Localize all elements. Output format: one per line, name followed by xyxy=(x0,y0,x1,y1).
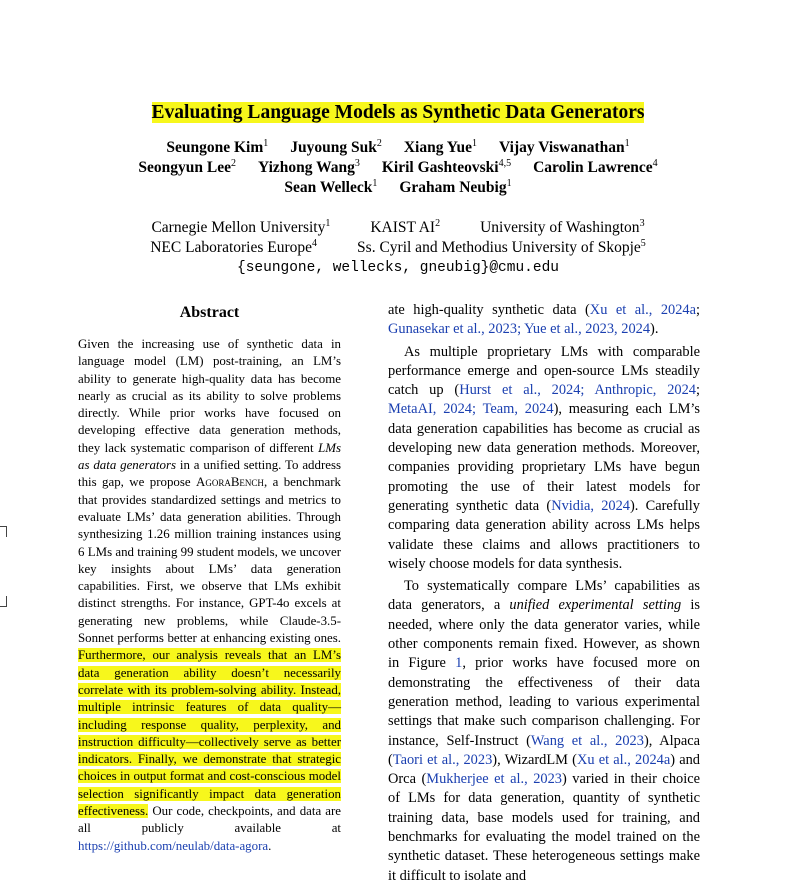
highlighted-text: Furthermore, our analysis reveals that an LM’s data generation ability doesn’t necessarily correlate with its problem-solving ability. Instead, multiple intrinsic features of data quality—including response quality, perplexity, and instruction difficulty—collectively serve as better indicators. Finally, we demonstrate that strategic choices in output format and cost-conscious model selection significantly impact data generation effectiveness. xyxy=(78,648,341,819)
margin-mark-top xyxy=(0,526,7,537)
author: Carolin Lawrence xyxy=(533,159,653,176)
emphasis: unified experimental setting xyxy=(509,597,682,614)
author: Sean Welleck xyxy=(284,179,373,196)
citation-link[interactable]: Taori et al., 2023 xyxy=(392,751,493,768)
affiliation: Ss. Cyril and Methodius University of Skopje xyxy=(357,239,641,256)
citation-link[interactable]: MetaAI, 2024; Team, 2024 xyxy=(388,401,554,418)
author: Juyoung Suk xyxy=(290,139,377,156)
paper-title xyxy=(0,101,796,125)
emphasis: LMs as data generators xyxy=(78,440,341,473)
affiliation-line-1: Carnegie Mellon University$^1$ KAIST $AI^2$ University of Washington$^3$ xyxy=(151,218,645,236)
citation-link[interactable]: Xu et al., 2024a xyxy=(576,751,671,768)
author-line-2: Seongyun Lee$^2$ Yizhong Wang$^3$ Kiril Gashteovski$^{4,5}$ Carolin Lawrence$^4$ xyxy=(138,158,658,176)
affiliation: Carnegie Mellon University xyxy=(151,219,326,236)
code-link[interactable]: https://github.com/neulab/data-agora xyxy=(78,838,269,853)
contact-email: {seungone, wellecks, gneubig}@cmu.edu xyxy=(237,260,559,276)
abstract-heading: Abstract xyxy=(179,304,240,321)
author: Kiril Gashteovski xyxy=(381,159,499,176)
benchmark-name: AgoraBench xyxy=(196,475,264,490)
figure-link[interactable]: 1 xyxy=(455,655,463,672)
paragraph: As multiple proprietary LMs with comparable performance emerge and open-source LMs steadily catch up (Hurst et al., 2024; Anthropic, 2024; MetaAI, 2024; Team, 2024), measuring each LM’s data generation capabilities has become as crucial as developing new data generation methods. Moreover, companies providing proprietary LMs have begun promoting the use of their latest models for generating synthetic data (Nvidia, 2024). Carefully comparing data generation ability across LMs helps validate these claims and allows practitioners to wisely choose models for data synthesis. xyxy=(388,343,700,572)
citation-link[interactable]: Xu et al., 2024a xyxy=(589,302,696,318)
affiliation: KAIST AI xyxy=(370,219,436,236)
affiliation: University of Washington xyxy=(480,219,640,236)
author: Seungone Kim xyxy=(166,139,264,156)
affiliation-line-2: NEC Laboratories Europe$^4$ Ss. Cyril and Methodius University of Skopje$^5$ xyxy=(150,238,646,256)
paragraph: To systematically compare LMs’ capabilities as data generators, a unified experimental setting is needed, where only the data generator varies, while other components remain fixed. However, as shown in Figure 1, prior works have focused more on demonstrating the effectiveness of their data generation method, leading to various experimental settings that make such comparison challenging. For instance, Self-Instruct (Wang et al., 2023), Alpaca (Taori et al., 2023), WizardLM (Xu et al., 2024a) and Orca (Mukherjee et al., 2023) varied in their choice of LMs for data generation, quantity of synthetic training data, base models used for training, and benchmarks for evaluating the model trained on the synthetic dataset. These heterogeneous settings make it difficult to isolate and xyxy=(388,578,700,884)
author: Seongyun Lee xyxy=(138,159,231,176)
affiliation: NEC Laboratories Europe xyxy=(150,239,313,256)
author-line-1: Seungone Kim$^1$ Juyoung Suk$^2$ Xiang Yue$^1$ Vijay Viswanathan$^1$ xyxy=(166,138,630,156)
author: Graham Neubig xyxy=(399,179,507,196)
abstract-body: Given the increasing use of synthetic data in language model (LM) post-training, an LM’s ability to generate high-quality data has become nearly as crucial as its ability to solve problems directly. While prior works have focused on developing effective data generation methods, they lack systematic comparison of different LMs as data generators in a unified setting. To address this gap, we propose AgoraBench, a benchmark that provides standardized settings and metrics to evaluate LMs’ data generation abilities. Through synthesizing 1.26 million training instances using 6 LMs and training 99 student models, we uncover key insights about LMs’ data generation capabilities. First, we observe that LMs exhibit distinct strengths. For instance, GPT-4o excels at generating new problems, while Claude-3.5-Sonnet performs better at enhancing existing ones. Furthermore, our analysis reveals that an LM’s data generation ability doesn’t necessarily correlate with its problem-solving ability. Instead, multiple intrinsic features of data quality—including response quality, perplexity, and instruction difficulty—collectively serve as better indicators. Finally, we demonstrate that strategic choices in output format and cost-conscious model selection significantly impact data generation effectiveness. Our code, checkpoints, and data are all publicly available at https://github.com/neulab/data-agora. xyxy=(78,337,341,853)
citation-link[interactable]: Nvidia, 2024 xyxy=(551,497,630,514)
author: Vijay Viswanathan xyxy=(499,139,625,156)
citation-link[interactable]: Wang et al., 2023 xyxy=(530,732,644,749)
citation-link[interactable]: Hurst et al., 2024; Anthropic, 2024 xyxy=(459,382,696,399)
author: Yizhong Wang xyxy=(257,159,355,176)
paragraph: ate high-quality synthetic data (Xu et al., 2024a; Gunasekar et al., 2023; Yue et al., 2023, 2024). xyxy=(388,302,700,338)
citation-link[interactable]: Gunasekar et al., 2023; Yue et al., 2023, 2024 xyxy=(388,321,651,338)
author: Xiang Yue xyxy=(403,139,473,156)
title-text: Evaluating Language Models as Synthetic Data Generators xyxy=(151,102,645,123)
intro-column xyxy=(388,301,700,886)
citation-link[interactable]: Mukherjee et al., 2023 xyxy=(426,771,562,788)
author-line-3: Sean Welleck$^1$ Graham Neubig$^1$ xyxy=(284,178,512,196)
margin-mark-bottom xyxy=(0,596,7,607)
